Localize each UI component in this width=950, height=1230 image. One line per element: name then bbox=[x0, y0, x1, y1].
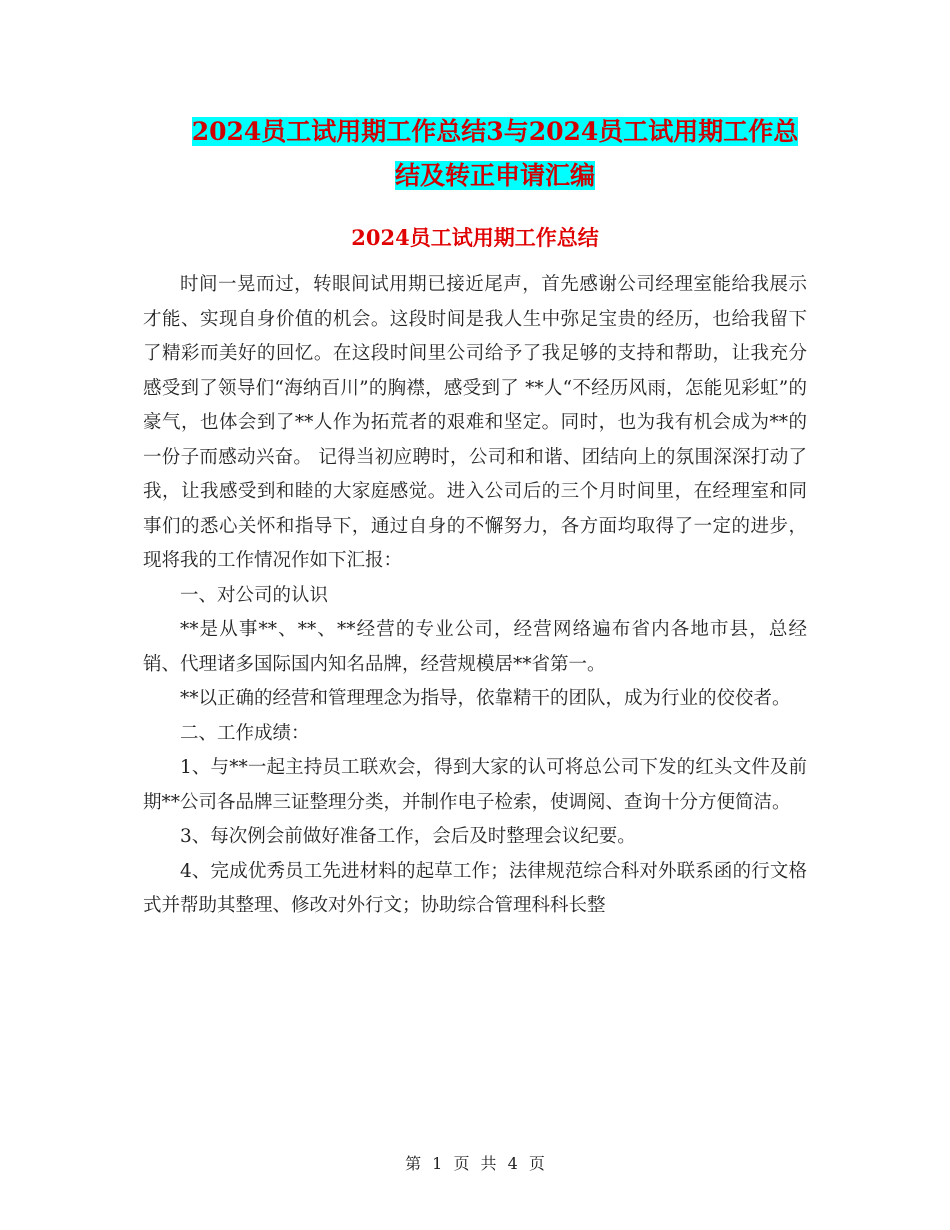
page-footer: 第 1 页 共 4 页 bbox=[405, 1154, 545, 1173]
heading-company-understanding: 一、对公司的认识 bbox=[180, 584, 329, 606]
paragraph-achievement-4: 4、完成优秀员工先进材料的起草工作；法律规范综合科对外联系函的行文格式并帮助其整理、修改对外行文；协助综合管理科科长整 bbox=[143, 860, 807, 916]
paragraph-achievement-1: 1、与**一起主持员工联欢会，得到大家的认可将总公司下发的红头文件及前期**公司各品牌三证整理分类，并制作电子检索，使调阅、查询十分方便简洁。 bbox=[143, 757, 807, 813]
document-title bbox=[140, 110, 850, 198]
paragraph-intro: 时间一晃而过，转眼间试用期已接近尾声，首先感谢公司经理室能给我展示才能、实现自身价值的机会。这段时间是我人生中弥足宝贵的经历，也给我留下了精彩而美好的回忆。在这段时间里公司给予了我足够的支持和帮助，让我充分感受到了领导们“海纳百川”的胸襟，感受到了 **人“不经历风雨，怎能见彩虹”的豪气，也体会到了**人作为拓荒者的艰难和坚定。同时，也为我有机会成为**的一份子而感动兴奋。 记得当初应聘时，公司和和谐、团结向上的氛围深深打动了我，让我感受到和睦的大家庭感觉。进入公司后的三个月时间里，在经理室和同事们的悉心关怀和指导下，通过自身的不懈努力，各方面均取得了一定的进步，现将我的工作情况作如下汇报： bbox=[143, 274, 807, 571]
document-body bbox=[143, 268, 807, 924]
paragraph-company-profile: **是从事**、**、**经营的专业公司，经营网络遍布省内各地市县，总经销、代理诸多国际国内知名品牌，经营规模居**省第一。 bbox=[143, 619, 807, 675]
heading-work-achievements: 二、工作成绩： bbox=[180, 722, 310, 744]
document-title-line2: 结及转正申请汇编 bbox=[394, 161, 595, 190]
paragraph-achievement-3: 3、每次例会前做好准备工作，会后及时整理会议纪要。 bbox=[180, 826, 636, 847]
document-title-line1: 2024员工试用期工作总结3与2024员工试用期工作总 bbox=[191, 117, 799, 146]
section-title: 2024员工试用期工作总结 bbox=[351, 225, 599, 250]
paragraph-company-philosophy: **以正确的经营和管理理念为指导，依靠精干的团队，成为行业的佼佼者。 bbox=[180, 688, 791, 709]
